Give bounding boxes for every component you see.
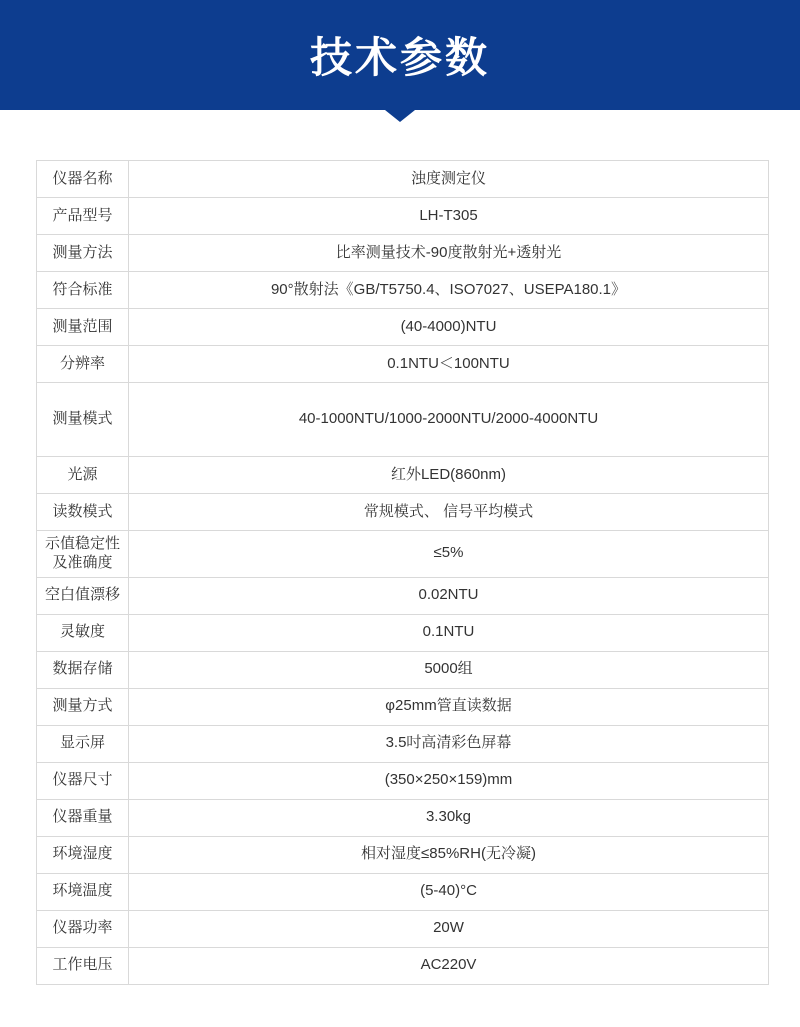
spec-label: 测量范围 xyxy=(37,309,129,346)
spec-label: 示值稳定性及准确度 xyxy=(37,531,129,578)
table-row xyxy=(37,457,769,494)
table-row xyxy=(37,836,769,873)
table-row xyxy=(37,799,769,836)
spec-value: ≤5% xyxy=(129,531,769,578)
table-row xyxy=(37,346,769,383)
spec-label: 仪器功率 xyxy=(37,910,129,947)
table-row xyxy=(37,235,769,272)
table-row xyxy=(37,272,769,309)
table-row xyxy=(37,161,769,198)
table-row xyxy=(37,494,769,531)
spec-value: 3.5吋高清彩色屏幕 xyxy=(129,725,769,762)
spec-label: 光源 xyxy=(37,457,129,494)
table-row xyxy=(37,198,769,235)
table-row xyxy=(37,614,769,651)
table-row xyxy=(37,309,769,346)
spec-value: 90°散射法《GB/T5750.4、ISO7027、USEPA180.1》 xyxy=(129,272,769,309)
spec-value: 40-1000NTU/1000-2000NTU/2000-4000NTU xyxy=(129,383,769,457)
table-row xyxy=(37,688,769,725)
spec-table xyxy=(36,160,769,985)
table-row xyxy=(37,762,769,799)
spec-value: 0.02NTU xyxy=(129,577,769,614)
spec-table-body xyxy=(37,161,769,985)
spec-value: φ25mm管直读数据 xyxy=(129,688,769,725)
spec-value: 红外LED(860nm) xyxy=(129,457,769,494)
page-title: 技术参数 xyxy=(309,34,490,81)
table-row xyxy=(37,651,769,688)
spec-label: 产品型号 xyxy=(37,198,129,235)
spec-label: 分辨率 xyxy=(37,346,129,383)
table-row xyxy=(37,577,769,614)
spec-table-container xyxy=(36,160,769,985)
spec-value: 比率测量技术-90度散射光+透射光 xyxy=(129,235,769,272)
spec-value: 20W xyxy=(129,910,769,947)
spec-label: 工作电压 xyxy=(37,947,129,984)
spec-label: 环境温度 xyxy=(37,873,129,910)
table-row xyxy=(37,873,769,910)
table-row xyxy=(37,725,769,762)
spec-value: 0.1NTU＜100NTU xyxy=(129,346,769,383)
spec-value: (350×250×159)mm xyxy=(129,762,769,799)
spec-label: 空白值漂移 xyxy=(37,577,129,614)
spec-label: 环境湿度 xyxy=(37,836,129,873)
spec-value: 5000组 xyxy=(129,651,769,688)
spec-value: 3.30kg xyxy=(129,799,769,836)
spec-label: 仪器尺寸 xyxy=(37,762,129,799)
table-row xyxy=(37,383,769,457)
spec-value: 相对湿度≤85%RH(无冷凝) xyxy=(129,836,769,873)
spec-label: 测量方法 xyxy=(37,235,129,272)
spec-label: 测量方式 xyxy=(37,688,129,725)
spec-label: 读数模式 xyxy=(37,494,129,531)
spec-label: 灵敏度 xyxy=(37,614,129,651)
spec-label: 仪器名称 xyxy=(37,161,129,198)
spec-label: 仪器重量 xyxy=(37,799,129,836)
spec-value: (40-4000)NTU xyxy=(129,309,769,346)
header-banner xyxy=(0,0,800,110)
spec-value: 常规模式、 信号平均模式 xyxy=(129,494,769,531)
spec-label: 测量模式 xyxy=(37,383,129,457)
spec-value: 浊度测定仪 xyxy=(129,161,769,198)
banner-notch-triangle xyxy=(385,110,415,122)
table-row xyxy=(37,531,769,578)
table-row xyxy=(37,910,769,947)
table-row xyxy=(37,947,769,984)
spec-value: 0.1NTU xyxy=(129,614,769,651)
spec-value: (5-40)°C xyxy=(129,873,769,910)
spec-label: 数据存储 xyxy=(37,651,129,688)
spec-value: AC220V xyxy=(129,947,769,984)
spec-label: 符合标准 xyxy=(37,272,129,309)
spec-label: 显示屏 xyxy=(37,725,129,762)
spec-value: LH-T305 xyxy=(129,198,769,235)
